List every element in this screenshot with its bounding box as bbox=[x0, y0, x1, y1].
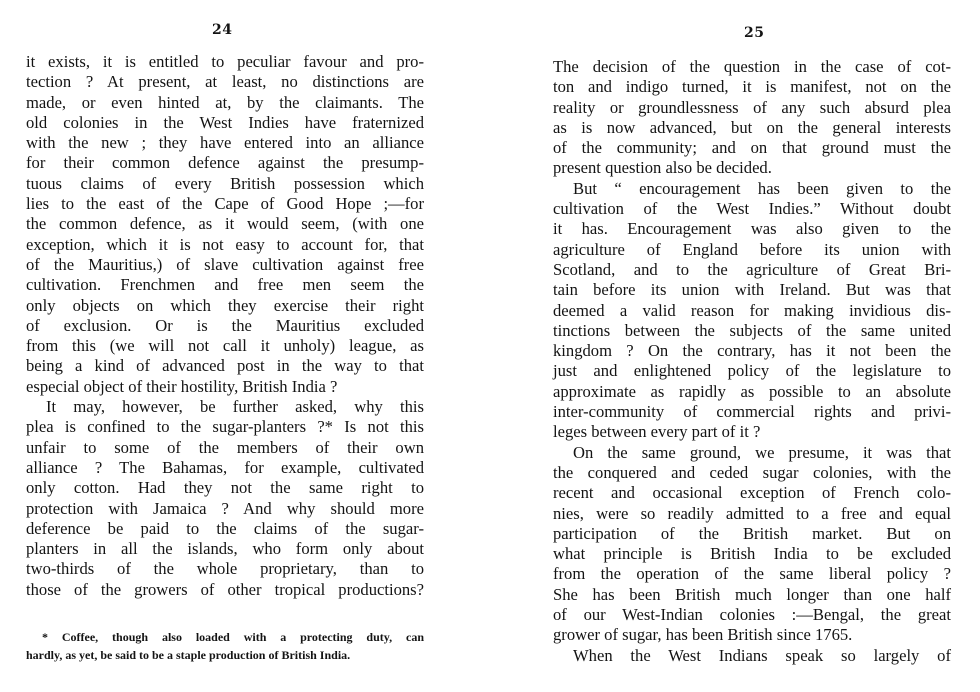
text-line: of the community; and on that ground must the bbox=[553, 138, 951, 158]
text-line: kingdom ? On the contrary, has it not been the bbox=[553, 341, 951, 361]
text-line: what principle is British India to be excluded bbox=[553, 544, 951, 564]
text-line: tain before its union with Ireland. But was that bbox=[553, 280, 951, 300]
text-line: exception, which it is not easy to account for, that bbox=[26, 234, 424, 254]
text-line: only cotton. Had they not the same right to bbox=[26, 478, 424, 498]
text-line: leges between every part of it ? bbox=[553, 422, 761, 442]
text-line: planters in all the islands, who form only about bbox=[26, 539, 424, 559]
right-page bbox=[490, 0, 980, 692]
text-line: It may, however, be further asked, why this bbox=[46, 397, 424, 417]
text-line: it exists, it is entitled to peculiar favour and pro- bbox=[26, 52, 424, 71]
text-line: plea is confined to the sugar-planters ?* Is not this bbox=[26, 417, 424, 437]
left-body-text bbox=[26, 52, 424, 600]
text-line: She has been British much longer than one half bbox=[553, 584, 951, 604]
text-line: unfair to some of the members of their own bbox=[26, 437, 424, 457]
text-line: it has. Encouragement was also given to the bbox=[553, 219, 951, 239]
page-number-right: 25 bbox=[744, 25, 765, 41]
text-line: of our West-Indian colonies :—Bengal, the great bbox=[553, 605, 951, 625]
text-line: the conquered and ceded sugar colonies, with the bbox=[553, 462, 951, 482]
text-line: ton and indigo turned, it is manifest, not on the bbox=[553, 77, 951, 97]
text-line: being a kind of advanced post in the way to that bbox=[26, 356, 424, 376]
text-line: only objects on which they exercise their right bbox=[26, 295, 424, 315]
text-line: recent and occasional exception of French colo- bbox=[553, 483, 951, 503]
footnote-line: * Coffee, though also loaded with a protecting duty, can bbox=[42, 630, 424, 644]
text-line: deemed a valid reason for making invidious dis- bbox=[553, 300, 951, 320]
text-line: just and enlightened policy of the legislature to bbox=[553, 361, 951, 381]
text-line: especial object of their hostility, British India ? bbox=[26, 376, 338, 396]
text-line: protection with Jamaica ? And why should more bbox=[26, 498, 424, 518]
text-line: old colonies in the West Indies have fraternized bbox=[26, 112, 424, 132]
text-line: with the new ; they have entered into an alliance bbox=[26, 133, 424, 153]
text-line: those of the growers of other tropical productions? bbox=[26, 579, 424, 599]
text-line: tinctions between the subjects of the same united bbox=[553, 320, 951, 340]
text-line: participation of the British market. But on bbox=[553, 523, 951, 543]
text-line: two-thirds of the whole proprietary, than to bbox=[26, 559, 424, 579]
text-line: as is now advanced, but on the general interests bbox=[553, 117, 951, 137]
right-body-text bbox=[553, 57, 951, 666]
text-line: approximate as rapidly as possible to an absolute bbox=[553, 381, 951, 401]
page-number-left: 24 bbox=[212, 22, 233, 38]
text-line: When the West Indians speak so largely of bbox=[573, 645, 951, 665]
text-line: Scotland, and to the agriculture of Great Bri- bbox=[553, 259, 951, 279]
text-line: On the same ground, we presume, it was that bbox=[573, 442, 951, 462]
text-line: alliance ? The Bahamas, for example, cultivated bbox=[26, 457, 424, 477]
text-line: lies to the east of the Cape of Good Hope ;—for bbox=[26, 194, 424, 214]
text-line: inter-community of commercial rights and privi- bbox=[553, 402, 951, 422]
text-line: tection ? At present, at least, no distinctions are bbox=[26, 72, 424, 92]
text-line: from the operation of the same liberal policy ? bbox=[553, 564, 951, 584]
footnote bbox=[26, 628, 424, 664]
text-line: reality or groundlessness of any such absurd plea bbox=[553, 97, 951, 117]
text-line: But “ encouragement has been given to the bbox=[573, 178, 951, 198]
text-line: The decision of the question in the case of cot- bbox=[553, 57, 951, 76]
text-line: of the Mauritius,) of slave cultivation against free bbox=[26, 254, 424, 274]
text-line: of exclusion. Or is the Mauritius excluded bbox=[26, 315, 424, 335]
text-line: from this (we will not call it unholy) league, as bbox=[26, 336, 424, 356]
text-line: made, or even hinted at, by the claimants. The bbox=[26, 92, 424, 112]
text-line: for their common defence against the presump- bbox=[26, 153, 424, 173]
text-line: the common defence, as it would seem, (with one bbox=[26, 214, 424, 234]
text-line: cultivation. Frenchmen and free men seem the bbox=[26, 275, 424, 295]
text-line: grower of sugar, has been British since 1765. bbox=[553, 625, 853, 645]
text-line: deference be paid to the claims of the sugar- bbox=[26, 518, 424, 538]
text-line: cultivation of the West Indies.” Without doubt bbox=[553, 199, 951, 219]
text-line: tuous claims of every British possession which bbox=[26, 173, 424, 193]
text-line: agriculture of England before its union with bbox=[553, 239, 951, 259]
footnote-line: hardly, as yet, be said to be a staple production of British India. bbox=[26, 648, 351, 662]
text-line: nies, were so readily admitted to a free and equal bbox=[553, 503, 951, 523]
text-line: present question also be decided. bbox=[553, 158, 772, 178]
